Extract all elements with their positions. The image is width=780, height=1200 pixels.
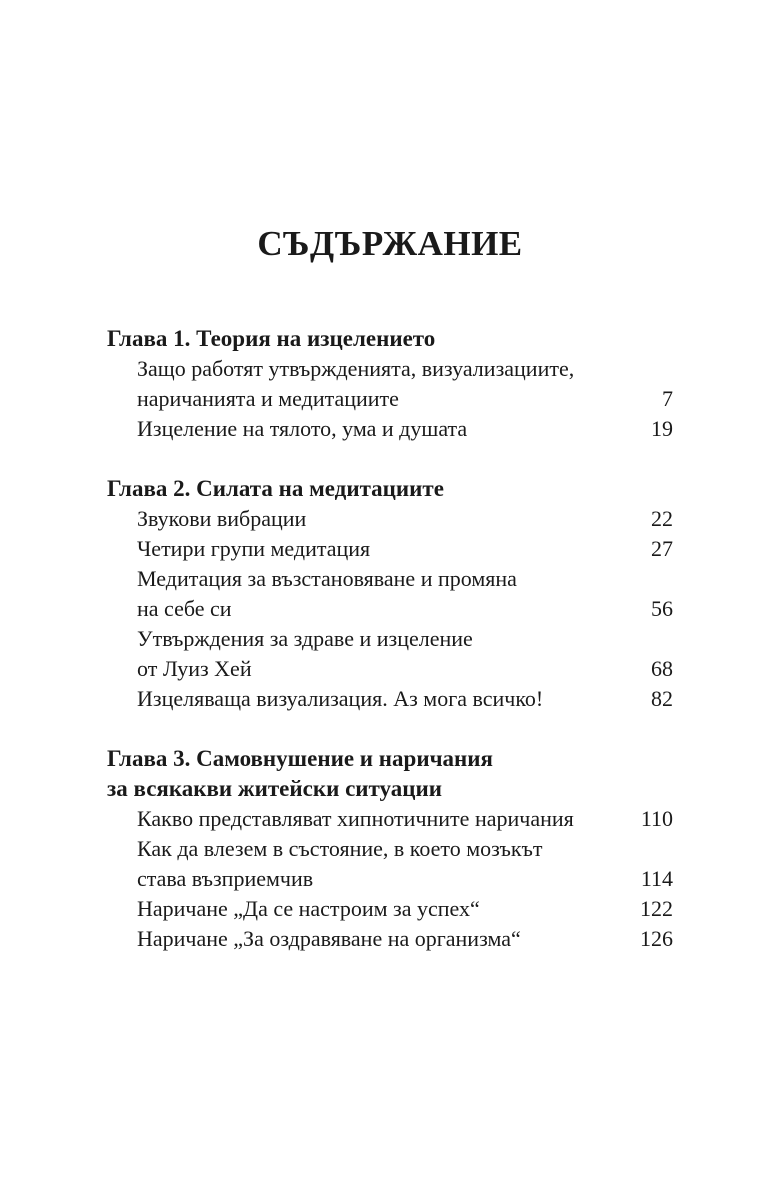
toc-entry-line: Медитация за възстановяване и промяна — [137, 566, 517, 591]
toc-page-number: 19 — [651, 416, 673, 441]
toc-entry-line: Наричане „За оздравяване на организма“ — [137, 926, 521, 951]
toc-entry-text — [137, 564, 629, 624]
toc-page-number: 126 — [640, 926, 673, 951]
toc-entry-line: Как да влезем в състояние, в което мозъкът — [137, 836, 543, 861]
toc-entry[interactable] — [107, 834, 673, 894]
toc-entry[interactable] — [107, 894, 673, 924]
toc-page-number: 110 — [640, 806, 673, 831]
page-title: СЪДЪРЖАНИЕ — [257, 224, 523, 263]
toc-entry-line: на себе си — [137, 596, 232, 621]
chapter-title-line: Глава 3. Самовнушение и наричания — [107, 746, 493, 771]
toc-entry[interactable] — [107, 534, 673, 564]
toc-entry-text — [137, 624, 629, 684]
toc-entry-text — [137, 804, 629, 834]
chapter-section — [107, 744, 673, 954]
toc-entry-line: става възприемчив — [137, 866, 314, 891]
toc-page-number: 122 — [640, 896, 673, 921]
toc-entry[interactable] — [107, 684, 673, 714]
toc-entry[interactable] — [107, 564, 673, 624]
toc-entry[interactable] — [107, 354, 673, 414]
toc-entry-line: Звукови вибрации — [137, 506, 307, 531]
toc-page-number: 27 — [651, 536, 673, 561]
toc-entry[interactable] — [107, 504, 673, 534]
toc-entry[interactable] — [107, 414, 673, 444]
toc-entry-line: от Луиз Хей — [137, 656, 252, 681]
chapter-title — [107, 324, 673, 354]
toc-entry[interactable] — [107, 624, 673, 684]
chapter-section — [107, 474, 673, 714]
toc-page-number: 7 — [662, 386, 673, 411]
toc-page-number: 82 — [651, 686, 673, 711]
toc-page-number: 114 — [640, 866, 673, 891]
toc-entry-text — [137, 924, 629, 954]
toc-page-number: 68 — [651, 656, 673, 681]
toc-entry-line: Четири групи медитация — [137, 536, 371, 561]
toc-entry-text — [137, 834, 629, 894]
table-of-contents — [107, 324, 673, 954]
toc-entry-text — [137, 894, 629, 924]
toc-entry-line: наричанията и медитациите — [137, 386, 399, 411]
toc-entry-text — [137, 414, 629, 444]
toc-entry-line: Утвърждения за здраве и изцеление — [137, 626, 473, 651]
toc-entry-text — [137, 534, 629, 564]
toc-entry-text — [137, 684, 629, 714]
chapter-title-line: за всякакви житейски ситуации — [107, 776, 442, 801]
chapter-section — [107, 324, 673, 444]
toc-entry-line: Защо работят утвържденията, визуализациите, — [137, 356, 575, 381]
toc-entry[interactable] — [107, 804, 673, 834]
toc-entry-text — [137, 504, 629, 534]
chapter-title — [107, 744, 673, 804]
chapter-title-line: Глава 1. Теория на изцелението — [107, 326, 436, 351]
toc-entry-line: Изцеление на тялото, ума и душата — [137, 416, 468, 441]
toc-page-number: 56 — [651, 596, 673, 621]
toc-entry-line: Какво представляват хипнотичните наричания — [137, 806, 574, 831]
toc-entry-line: Изцеляваща визуализация. Аз мога всичко! — [137, 686, 544, 711]
chapter-title-line: Глава 2. Силата на медитациите — [107, 476, 444, 501]
toc-entry-text — [137, 354, 629, 414]
toc-entry[interactable] — [107, 924, 673, 954]
chapter-title — [107, 474, 673, 504]
toc-entry-line: Наричане „Да се настроим за успех“ — [137, 896, 480, 921]
toc-page-number: 22 — [651, 506, 673, 531]
